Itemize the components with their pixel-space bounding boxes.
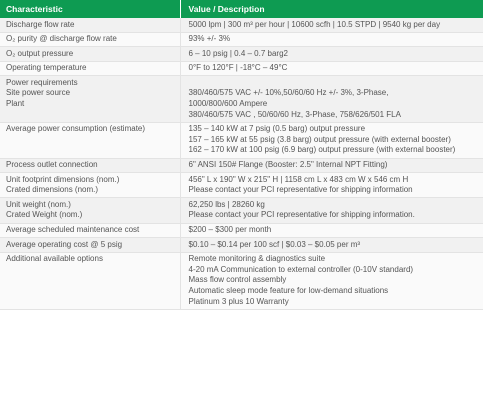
value-text: Remote monitoring & diagnostics suite xyxy=(188,254,326,264)
header-characteristic: Characteristic xyxy=(0,0,180,18)
table-row xyxy=(0,32,483,47)
value-text: 6 – 10 psig | 0.4 – 0.7 barg2 xyxy=(188,48,288,58)
table-row xyxy=(0,252,483,309)
table-row xyxy=(0,61,483,76)
characteristic-text: Site power source xyxy=(6,88,71,98)
value-cell xyxy=(180,238,483,253)
characteristic-text: Discharge flow rate xyxy=(6,19,75,29)
value-text: 5000 lpm | 300 m³ per hour | 10600 scfh | 10.5 STPD | 9540 kg per day xyxy=(188,19,441,29)
value-cell xyxy=(180,173,483,198)
value-cell xyxy=(180,252,483,309)
value-cell xyxy=(180,158,483,173)
characteristic-text: Plant xyxy=(6,99,25,109)
characteristic-cell xyxy=(0,158,180,173)
value-cell xyxy=(180,32,483,47)
table-row xyxy=(0,158,483,173)
characteristic-text: Unit weight (nom.) xyxy=(6,199,71,209)
value-text: $200 – $300 per month xyxy=(188,225,272,234)
value-cell xyxy=(180,122,483,158)
characteristic-cell xyxy=(0,18,180,32)
value-text: 0°F to 120°F | -18°C – 49°C xyxy=(188,63,288,73)
value-text: 62,250 lbs | 28260 kg xyxy=(188,199,265,209)
characteristic-cell xyxy=(0,122,180,158)
spec-table-body xyxy=(0,18,483,309)
table-header-row xyxy=(0,0,483,18)
value-text: 4-20 mA Communication to external controller (0-10V standard) xyxy=(188,264,414,274)
characteristic-text: Unit footprint dimensions (nom.) xyxy=(6,174,120,184)
characteristic-text: Operating temperature xyxy=(6,63,87,73)
table-row xyxy=(0,76,483,122)
table-row xyxy=(0,198,483,223)
characteristic-cell xyxy=(0,76,180,122)
value-text: Automatic sleep mode feature for low-demand situations xyxy=(188,285,389,295)
table-row xyxy=(0,18,483,32)
value-cell xyxy=(180,61,483,76)
value-text: Mass flow control assembly xyxy=(188,275,287,285)
value-cell xyxy=(180,198,483,223)
table-row xyxy=(0,173,483,198)
table-row xyxy=(0,122,483,158)
value-cell xyxy=(180,223,483,238)
value-text: 162 – 170 kW at 100 psig (6.9 barg) output pressure (with external booster) xyxy=(188,145,456,155)
value-cell xyxy=(180,18,483,32)
value-cell xyxy=(180,76,483,122)
characteristic-text: Process outlet connection xyxy=(6,160,98,170)
characteristic-cell xyxy=(0,252,180,309)
value-text: 157 – 165 kW at 55 psig (3.8 barg) output pressure (with external booster) xyxy=(188,134,451,144)
value-text: Please contact your PCI representative for shipping information. xyxy=(188,210,415,220)
characteristic-cell xyxy=(0,61,180,76)
value-text: 380/460/575 VAC , 50/60/60 Hz, 3-Phase, 758/626/501 FLA xyxy=(188,109,401,119)
value-text: 6" ANSI 150# Flange (Booster: 2.5" Internal NPT Fitting) xyxy=(188,160,388,170)
characteristic-cell xyxy=(0,223,180,238)
characteristic-text: Crated dimensions (nom.) xyxy=(6,185,99,195)
value-text: Platinum 3 plus 10 Warranty xyxy=(188,296,289,306)
characteristic-text: O₂ purity @ discharge flow rate xyxy=(6,34,117,44)
characteristic-text: Crated Weight (nom.) xyxy=(6,210,83,220)
value-text: 456" L x 190" W x 215" H | 1158 cm L x 483 cm W x 546 cm H xyxy=(188,174,409,184)
characteristic-text: Average scheduled maintenance cost xyxy=(6,225,140,234)
value-text: 135 – 140 kW at 7 psig (0.5 barg) output pressure xyxy=(188,124,366,134)
characteristic-text: Average operating cost @ 5 psig xyxy=(6,239,123,249)
value-text xyxy=(189,78,478,89)
table-row xyxy=(0,47,483,62)
characteristic-cell xyxy=(0,32,180,47)
value-text: 93% +/- 3% xyxy=(188,34,231,44)
table-row xyxy=(0,238,483,253)
characteristic-cell xyxy=(0,47,180,62)
characteristic-cell xyxy=(0,173,180,198)
value-text: $0.10 – $0.14 per 100 scf | $0.03 – $0.05 per m³ xyxy=(188,239,361,249)
value-text: Please contact your PCI representative for shipping information xyxy=(188,185,413,195)
characteristic-text: Power requirements xyxy=(6,77,78,87)
characteristic-text: O₂ output pressure xyxy=(6,48,74,58)
characteristic-text: Additional available options xyxy=(6,254,103,264)
value-cell xyxy=(180,47,483,62)
value-text: 1000/800/600 Ampere xyxy=(188,99,268,109)
value-text: 380/460/575 VAC +/- 10%,50/60/60 Hz +/- 3%, 3-Phase, xyxy=(188,88,389,98)
characteristic-cell xyxy=(0,198,180,223)
characteristic-text: Average power consumption (estimate) xyxy=(6,124,146,134)
table-row xyxy=(0,223,483,238)
characteristic-cell xyxy=(0,238,180,253)
header-value: Value / Description xyxy=(180,0,483,18)
